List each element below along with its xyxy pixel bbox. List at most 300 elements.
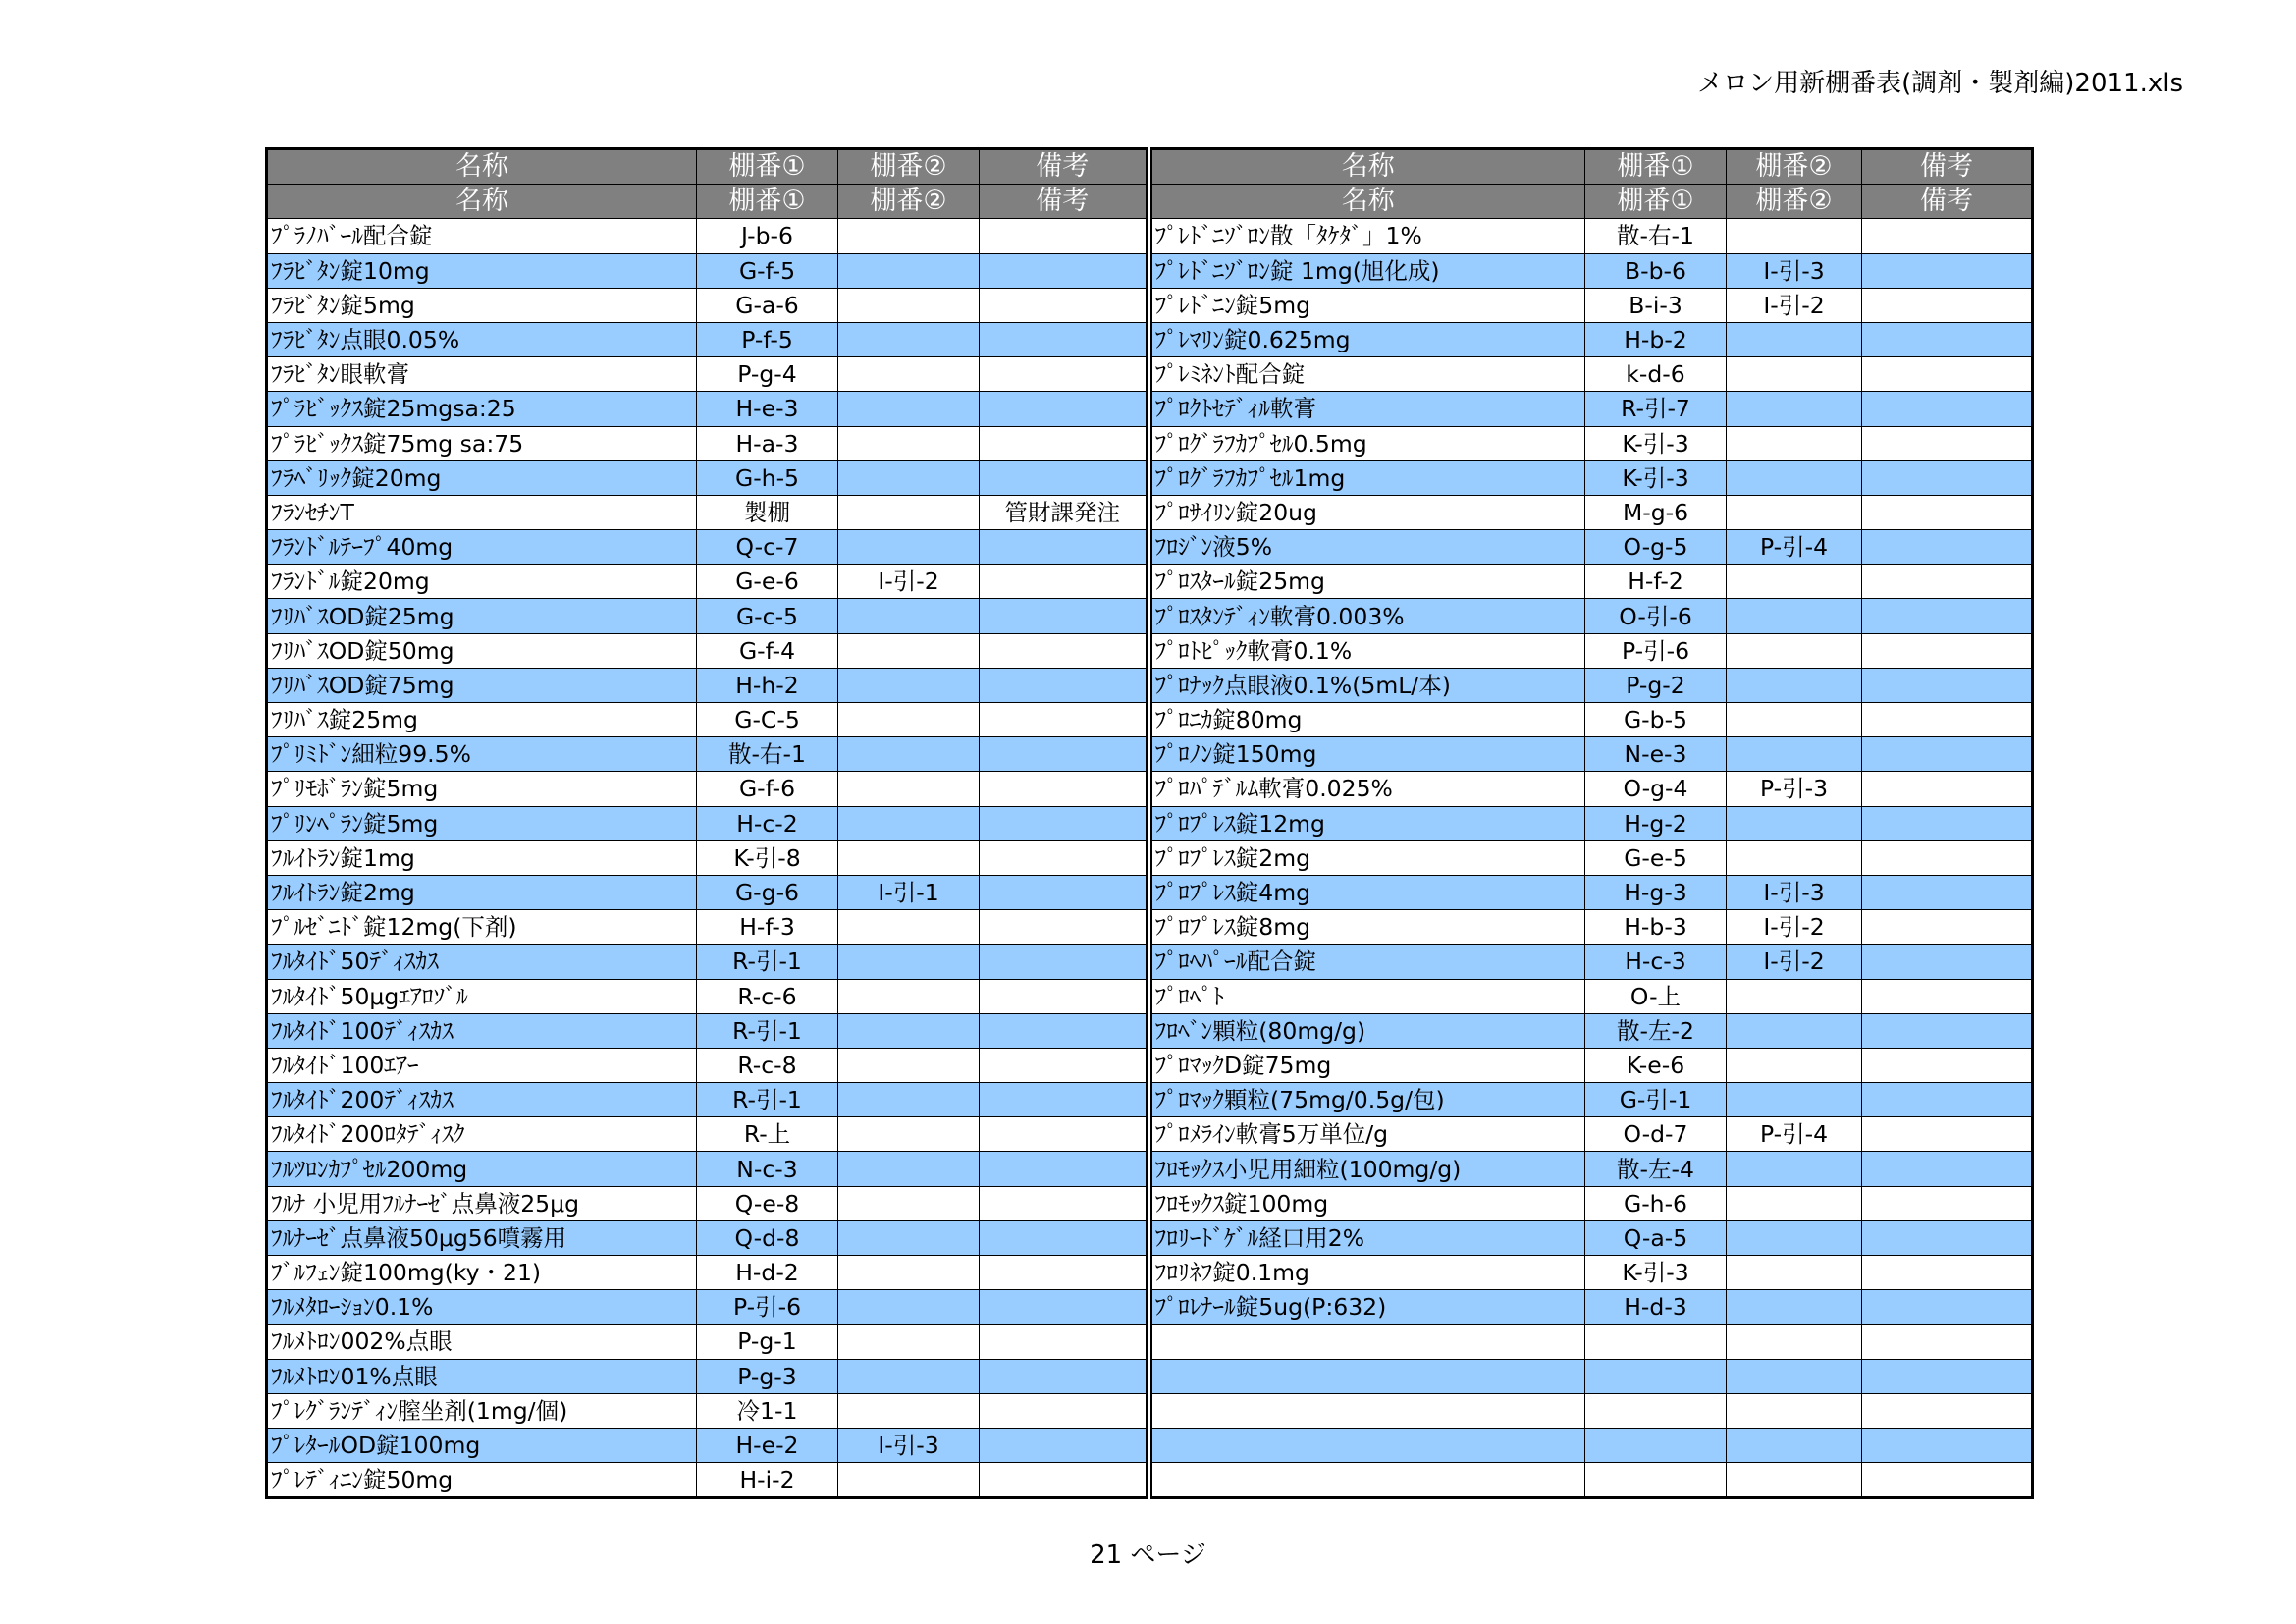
cell-name: ﾌﾟﾛﾌﾟﾚｽ錠4mg bbox=[1151, 875, 1585, 909]
cell-shelf-2 bbox=[838, 253, 980, 288]
cell-shelf-2: I-引-2 bbox=[1727, 288, 1862, 322]
table-row bbox=[1151, 530, 2033, 565]
cell-name: ﾌﾟﾛﾆｶ錠80mg bbox=[1151, 703, 1585, 737]
cell-remarks bbox=[1862, 219, 2033, 253]
file-title: メロン用新棚番表(調剤・製剤編)2011.xls bbox=[1697, 69, 2183, 98]
cell-name: ﾌﾙﾅ 小児用ﾌﾙﾅｰｾﾞ点鼻液25μg bbox=[267, 1186, 697, 1220]
header-remarks: 備考 bbox=[980, 185, 1147, 219]
cell-name: ﾌﾗﾝｾﾁﾝT bbox=[267, 495, 697, 529]
cell-shelf-2 bbox=[1727, 565, 1862, 599]
cell-name: ﾌﾟﾛﾒﾗｲﾝ軟膏5万単位/g bbox=[1151, 1117, 1585, 1152]
cell-name: ﾌﾟﾘﾐﾄﾞﾝ細粒99.5% bbox=[267, 737, 697, 772]
table-row bbox=[267, 322, 1147, 356]
table-row bbox=[267, 633, 1147, 668]
cell-shelf-2 bbox=[838, 1256, 980, 1290]
cell-name: ﾌﾟﾛﾄﾋﾟｯｸ軟膏0.1% bbox=[1151, 633, 1585, 668]
header-name: 名称 bbox=[267, 185, 697, 219]
cell-shelf-1: P-g-4 bbox=[697, 357, 838, 392]
cell-shelf-2 bbox=[1727, 1256, 1862, 1290]
shelf-tables bbox=[265, 147, 2034, 1499]
table-row bbox=[1151, 1117, 2033, 1152]
cell-shelf-1: 冷1-1 bbox=[697, 1393, 838, 1428]
cell-remarks bbox=[1862, 426, 2033, 460]
shelf-table-right bbox=[1150, 147, 2035, 1499]
cell-shelf-2 bbox=[1727, 1186, 1862, 1220]
cell-shelf-2 bbox=[1727, 1220, 1862, 1255]
cell-shelf-2 bbox=[1727, 1013, 1862, 1048]
cell-shelf-1 bbox=[1585, 1359, 1727, 1393]
cell-shelf-1: R-c-8 bbox=[697, 1048, 838, 1082]
cell-shelf-1: H-d-3 bbox=[1585, 1290, 1727, 1325]
table-row bbox=[267, 1393, 1147, 1428]
cell-remarks bbox=[980, 1290, 1147, 1325]
cell-shelf-1: G-C-5 bbox=[697, 703, 838, 737]
header-shelf-1: 棚番① bbox=[1585, 149, 1727, 185]
table-row bbox=[1151, 806, 2033, 840]
cell-shelf-2 bbox=[1727, 219, 1862, 253]
page-number: 21 ページ bbox=[1090, 1541, 1206, 1570]
table-row bbox=[267, 357, 1147, 392]
header-shelf-1: 棚番① bbox=[697, 149, 838, 185]
table-row bbox=[267, 426, 1147, 460]
cell-name: ﾌﾘﾊﾞｽ錠25mg bbox=[267, 703, 697, 737]
cell-name: ﾌﾟﾛﾌﾟﾚｽ錠2mg bbox=[1151, 840, 1585, 875]
cell-shelf-2 bbox=[838, 1083, 980, 1117]
cell-shelf-1: R-引-1 bbox=[697, 945, 838, 979]
cell-remarks: 管財課発注 bbox=[980, 495, 1147, 529]
cell-remarks bbox=[1862, 703, 2033, 737]
cell-shelf-2 bbox=[838, 460, 980, 495]
cell-shelf-2 bbox=[838, 1220, 980, 1255]
table-row bbox=[267, 806, 1147, 840]
cell-name: ﾌﾟﾛｽﾀﾝﾃﾞｨﾝ軟膏0.003% bbox=[1151, 599, 1585, 633]
cell-name: ﾌﾛﾓｯｸｽ小児用細粒(100mg/g) bbox=[1151, 1152, 1585, 1186]
cell-name: ﾌﾟﾗﾋﾞｯｸｽ錠25mgsa:25 bbox=[267, 392, 697, 426]
cell-name: ﾌﾗﾍﾞﾘｯｸ錠20mg bbox=[267, 460, 697, 495]
header-shelf-2: 棚番② bbox=[838, 149, 980, 185]
cell-remarks bbox=[1862, 599, 2033, 633]
cell-name: ﾌﾟﾛﾅｯｸ点眼液0.1%(5mL/本) bbox=[1151, 668, 1585, 702]
cell-name: ﾌﾟﾛｸﾞﾗﾌｶﾌﾟｾﾙ0.5mg bbox=[1151, 426, 1585, 460]
cell-remarks bbox=[980, 219, 1147, 253]
table-row bbox=[267, 772, 1147, 806]
cell-remarks bbox=[980, 703, 1147, 737]
cell-remarks bbox=[1862, 495, 2033, 529]
cell-remarks bbox=[1862, 1393, 2033, 1428]
cell-remarks bbox=[1862, 1083, 2033, 1117]
table-row bbox=[267, 1152, 1147, 1186]
table-row bbox=[267, 910, 1147, 945]
cell-shelf-1 bbox=[1585, 1463, 1727, 1498]
table-row bbox=[267, 1048, 1147, 1082]
table-row bbox=[1151, 460, 2033, 495]
cell-remarks bbox=[980, 945, 1147, 979]
cell-remarks bbox=[980, 1359, 1147, 1393]
header-remarks: 備考 bbox=[1862, 149, 2033, 185]
table-row bbox=[267, 1359, 1147, 1393]
cell-shelf-1: Q-a-5 bbox=[1585, 1220, 1727, 1255]
cell-remarks bbox=[980, 1117, 1147, 1152]
cell-name: ﾌﾙﾂﾛﾝｶﾌﾟｾﾙ200mg bbox=[267, 1152, 697, 1186]
cell-remarks bbox=[980, 1186, 1147, 1220]
cell-shelf-1: H-c-2 bbox=[697, 806, 838, 840]
cell-name bbox=[1151, 1463, 1585, 1498]
cell-shelf-2 bbox=[838, 737, 980, 772]
table-row bbox=[267, 1220, 1147, 1255]
table-row bbox=[1151, 910, 2033, 945]
table-row bbox=[1151, 1220, 2033, 1255]
cell-remarks bbox=[980, 599, 1147, 633]
table-row bbox=[267, 1083, 1147, 1117]
cell-shelf-2 bbox=[1727, 392, 1862, 426]
cell-remarks bbox=[1862, 1290, 2033, 1325]
cell-name: ﾌﾙﾒﾄﾛﾝ002%点眼 bbox=[267, 1325, 697, 1359]
cell-shelf-2 bbox=[838, 322, 980, 356]
table-row bbox=[267, 1013, 1147, 1048]
table-row bbox=[1151, 668, 2033, 702]
cell-name: ﾌﾘﾊﾞｽOD錠50mg bbox=[267, 633, 697, 668]
table-row bbox=[1151, 392, 2033, 426]
cell-remarks bbox=[1862, 1186, 2033, 1220]
cell-shelf-2 bbox=[1727, 599, 1862, 633]
cell-shelf-2 bbox=[838, 840, 980, 875]
table-row bbox=[267, 1463, 1147, 1498]
table-row bbox=[1151, 1325, 2033, 1359]
cell-shelf-1: 散-左-2 bbox=[1585, 1013, 1727, 1048]
cell-shelf-2 bbox=[838, 1117, 980, 1152]
cell-remarks bbox=[980, 910, 1147, 945]
cell-remarks bbox=[1862, 460, 2033, 495]
cell-remarks bbox=[980, 322, 1147, 356]
cell-name: ﾌﾗﾝﾄﾞﾙ錠20mg bbox=[267, 565, 697, 599]
cell-shelf-1: K-e-6 bbox=[1585, 1048, 1727, 1082]
table-row bbox=[267, 1256, 1147, 1290]
cell-name: ﾌﾛﾍﾞﾝ顆粒(80mg/g) bbox=[1151, 1013, 1585, 1048]
cell-shelf-1: H-c-3 bbox=[1585, 945, 1727, 979]
cell-shelf-1: J-b-6 bbox=[697, 219, 838, 253]
cell-name: ﾌﾟﾚﾐﾈﾝﾄ配合錠 bbox=[1151, 357, 1585, 392]
table-row bbox=[1151, 599, 2033, 633]
cell-shelf-2 bbox=[838, 426, 980, 460]
table-row bbox=[1151, 1463, 2033, 1498]
cell-name: ﾌﾙｲﾄﾗﾝ錠1mg bbox=[267, 840, 697, 875]
cell-remarks bbox=[980, 1393, 1147, 1428]
cell-shelf-2 bbox=[838, 945, 980, 979]
header-shelf-1: 棚番① bbox=[1585, 185, 1727, 219]
cell-shelf-1: H-g-2 bbox=[1585, 806, 1727, 840]
cell-shelf-2 bbox=[838, 392, 980, 426]
cell-shelf-2 bbox=[1727, 1463, 1862, 1498]
table-row bbox=[1151, 875, 2033, 909]
header-remarks: 備考 bbox=[1862, 185, 2033, 219]
cell-remarks bbox=[1862, 979, 2033, 1013]
cell-remarks bbox=[1862, 1325, 2033, 1359]
table-row bbox=[267, 668, 1147, 702]
cell-name: ﾌﾟﾛｸﾄｾﾃﾞｨﾙ軟膏 bbox=[1151, 392, 1585, 426]
cell-shelf-2 bbox=[1727, 322, 1862, 356]
cell-shelf-1: 散-左-4 bbox=[1585, 1152, 1727, 1186]
cell-shelf-2 bbox=[1727, 1428, 1862, 1462]
cell-shelf-2: I-引-1 bbox=[838, 875, 980, 909]
table-row bbox=[267, 840, 1147, 875]
cell-remarks bbox=[980, 1463, 1147, 1498]
cell-shelf-1: M-g-6 bbox=[1585, 495, 1727, 529]
cell-shelf-1: H-e-2 bbox=[697, 1428, 838, 1462]
cell-name: ﾌﾙﾒﾀﾛｰｼｮﾝ0.1% bbox=[267, 1290, 697, 1325]
cell-remarks bbox=[980, 875, 1147, 909]
table-row bbox=[1151, 1393, 2033, 1428]
cell-remarks bbox=[980, 392, 1147, 426]
header-name: 名称 bbox=[267, 149, 697, 185]
cell-remarks bbox=[1862, 253, 2033, 288]
cell-name bbox=[1151, 1393, 1585, 1428]
table-row bbox=[1151, 288, 2033, 322]
cell-shelf-2 bbox=[1727, 668, 1862, 702]
cell-shelf-2 bbox=[1727, 979, 1862, 1013]
table-row bbox=[1151, 1290, 2033, 1325]
cell-name: ﾌﾗﾋﾞﾀﾝ錠5mg bbox=[267, 288, 697, 322]
cell-remarks bbox=[1862, 772, 2033, 806]
cell-shelf-1: H-h-2 bbox=[697, 668, 838, 702]
cell-name bbox=[1151, 1359, 1585, 1393]
cell-shelf-2 bbox=[838, 357, 980, 392]
cell-shelf-2: I-引-2 bbox=[838, 565, 980, 599]
cell-remarks bbox=[980, 772, 1147, 806]
cell-shelf-1: H-d-2 bbox=[697, 1256, 838, 1290]
cell-remarks bbox=[980, 357, 1147, 392]
cell-shelf-2 bbox=[1727, 806, 1862, 840]
table-row bbox=[267, 1117, 1147, 1152]
table-row bbox=[267, 1290, 1147, 1325]
cell-shelf-1: N-c-3 bbox=[697, 1152, 838, 1186]
cell-shelf-1: P-g-1 bbox=[697, 1325, 838, 1359]
table-row bbox=[267, 875, 1147, 909]
table-row bbox=[267, 392, 1147, 426]
cell-shelf-1: H-b-3 bbox=[1585, 910, 1727, 945]
cell-shelf-1: Q-d-8 bbox=[697, 1220, 838, 1255]
cell-shelf-1: H-i-2 bbox=[697, 1463, 838, 1498]
cell-remarks bbox=[980, 1048, 1147, 1082]
cell-shelf-2 bbox=[1727, 357, 1862, 392]
cell-remarks bbox=[1862, 910, 2033, 945]
table-row bbox=[1151, 840, 2033, 875]
cell-name: ﾌﾟﾚﾄﾞﾆｿﾞﾛﾝ散「ﾀｹﾀﾞ」1% bbox=[1151, 219, 1585, 253]
cell-shelf-1: R-c-6 bbox=[697, 979, 838, 1013]
cell-remarks bbox=[1862, 1256, 2033, 1290]
cell-remarks bbox=[980, 253, 1147, 288]
table-row bbox=[267, 1428, 1147, 1462]
header-shelf-1: 棚番① bbox=[697, 185, 838, 219]
header-shelf-2: 棚番② bbox=[1727, 185, 1862, 219]
cell-shelf-2 bbox=[1727, 1359, 1862, 1393]
cell-name: ﾌﾟﾚｸﾞﾗﾝﾃﾞｨﾝ膣坐剤(1mg/個) bbox=[267, 1393, 697, 1428]
cell-remarks bbox=[980, 668, 1147, 702]
cell-name: ﾌﾟﾛｸﾞﾗﾌｶﾌﾟｾﾙ1mg bbox=[1151, 460, 1585, 495]
cell-shelf-2 bbox=[838, 219, 980, 253]
cell-shelf-2 bbox=[1727, 703, 1862, 737]
cell-shelf-2: P-引-4 bbox=[1727, 530, 1862, 565]
table-row bbox=[1151, 772, 2033, 806]
cell-shelf-1: O-d-7 bbox=[1585, 1117, 1727, 1152]
table-row bbox=[1151, 1186, 2033, 1220]
table-row bbox=[1151, 1048, 2033, 1082]
cell-shelf-1: k-d-6 bbox=[1585, 357, 1727, 392]
cell-remarks bbox=[1862, 806, 2033, 840]
cell-name bbox=[1151, 1325, 1585, 1359]
cell-name: ﾌﾗﾋﾞﾀﾝ眼軟膏 bbox=[267, 357, 697, 392]
cell-name: ﾌﾙﾀｲﾄﾞ200ﾃﾞｨｽｶｽ bbox=[267, 1083, 697, 1117]
cell-shelf-1: K-引-3 bbox=[1585, 1256, 1727, 1290]
cell-name: ﾌﾟﾛﾌﾟﾚｽ錠12mg bbox=[1151, 806, 1585, 840]
cell-remarks bbox=[1862, 945, 2033, 979]
cell-name: ﾌﾟﾛﾌﾟﾚｽ錠8mg bbox=[1151, 910, 1585, 945]
cell-remarks bbox=[1862, 530, 2033, 565]
cell-name: ﾌﾟﾗﾋﾞｯｸｽ錠75mg sa:75 bbox=[267, 426, 697, 460]
cell-shelf-2 bbox=[838, 288, 980, 322]
cell-remarks bbox=[1862, 1117, 2033, 1152]
cell-shelf-2 bbox=[1727, 1290, 1862, 1325]
cell-remarks bbox=[980, 288, 1147, 322]
cell-shelf-1: G-f-4 bbox=[697, 633, 838, 668]
cell-shelf-2 bbox=[838, 910, 980, 945]
table-row bbox=[267, 460, 1147, 495]
cell-name: ﾌﾙｲﾄﾗﾝ錠2mg bbox=[267, 875, 697, 909]
cell-shelf-1: 散-右-1 bbox=[697, 737, 838, 772]
cell-name: ﾌﾟﾚﾃﾞｨﾆﾝ錠50mg bbox=[267, 1463, 697, 1498]
cell-name: ﾌﾟﾗﾉﾊﾞｰﾙ配合錠 bbox=[267, 219, 697, 253]
cell-name: ﾌﾟﾚﾄﾞﾆﾝ錠5mg bbox=[1151, 288, 1585, 322]
cell-remarks bbox=[980, 426, 1147, 460]
cell-shelf-2 bbox=[1727, 1325, 1862, 1359]
cell-remarks bbox=[980, 1152, 1147, 1186]
cell-shelf-2 bbox=[838, 530, 980, 565]
cell-name: ﾌﾛｼﾞﾝ液5% bbox=[1151, 530, 1585, 565]
cell-shelf-1: K-引-8 bbox=[697, 840, 838, 875]
cell-remarks bbox=[1862, 668, 2033, 702]
cell-remarks bbox=[1862, 392, 2033, 426]
cell-name: ﾌﾙﾀｲﾄﾞ100ﾃﾞｨｽｶｽ bbox=[267, 1013, 697, 1048]
cell-remarks bbox=[1862, 288, 2033, 322]
cell-remarks bbox=[980, 979, 1147, 1013]
cell-shelf-1: O-g-4 bbox=[1585, 772, 1727, 806]
cell-shelf-2 bbox=[1727, 840, 1862, 875]
cell-shelf-1: G-a-6 bbox=[697, 288, 838, 322]
cell-shelf-2 bbox=[1727, 1083, 1862, 1117]
cell-remarks bbox=[980, 1256, 1147, 1290]
cell-name: ﾌﾟﾛﾊﾟﾃﾞﾙﾑ軟膏0.025% bbox=[1151, 772, 1585, 806]
cell-remarks bbox=[1862, 875, 2033, 909]
table-row bbox=[267, 945, 1147, 979]
cell-remarks bbox=[1862, 633, 2033, 668]
table-row bbox=[267, 979, 1147, 1013]
table-row bbox=[1151, 357, 2033, 392]
cell-remarks bbox=[980, 1220, 1147, 1255]
table-row bbox=[1151, 426, 2033, 460]
cell-remarks bbox=[1862, 1013, 2033, 1048]
cell-shelf-1: Q-e-8 bbox=[697, 1186, 838, 1220]
cell-remarks bbox=[980, 840, 1147, 875]
cell-name: ﾌﾛﾘﾈﾌ錠0.1mg bbox=[1151, 1256, 1585, 1290]
cell-shelf-2 bbox=[838, 633, 980, 668]
cell-shelf-2: I-引-3 bbox=[838, 1428, 980, 1462]
cell-shelf-1: G-e-6 bbox=[697, 565, 838, 599]
cell-remarks bbox=[1862, 1359, 2033, 1393]
table-row bbox=[1151, 979, 2033, 1013]
cell-shelf-2 bbox=[838, 1186, 980, 1220]
cell-shelf-2: I-引-2 bbox=[1727, 945, 1862, 979]
table-row bbox=[1151, 495, 2033, 529]
cell-shelf-1: G-h-6 bbox=[1585, 1186, 1727, 1220]
shelf-table-left bbox=[265, 147, 1148, 1499]
cell-remarks bbox=[980, 530, 1147, 565]
cell-shelf-1: 製棚 bbox=[697, 495, 838, 529]
cell-shelf-1: H-f-3 bbox=[697, 910, 838, 945]
cell-shelf-1: K-引-3 bbox=[1585, 426, 1727, 460]
cell-remarks bbox=[1862, 565, 2033, 599]
cell-shelf-1: G-f-5 bbox=[697, 253, 838, 288]
table-row bbox=[267, 703, 1147, 737]
table-row bbox=[1151, 633, 2033, 668]
cell-shelf-1: P-引-6 bbox=[697, 1290, 838, 1325]
table-row bbox=[1151, 1152, 2033, 1186]
cell-remarks bbox=[1862, 1152, 2033, 1186]
cell-shelf-1: G-b-5 bbox=[1585, 703, 1727, 737]
cell-shelf-2 bbox=[1727, 633, 1862, 668]
cell-shelf-1: G-h-5 bbox=[697, 460, 838, 495]
table-row bbox=[1151, 945, 2033, 979]
cell-name: ﾌﾟﾘﾝﾍﾟﾗﾝ錠5mg bbox=[267, 806, 697, 840]
cell-remarks bbox=[980, 737, 1147, 772]
table-row bbox=[267, 253, 1147, 288]
table-row bbox=[267, 737, 1147, 772]
cell-shelf-1: H-g-3 bbox=[1585, 875, 1727, 909]
cell-shelf-1: P-f-5 bbox=[697, 322, 838, 356]
cell-shelf-1: R-引-7 bbox=[1585, 392, 1727, 426]
cell-shelf-1: O-g-5 bbox=[1585, 530, 1727, 565]
table-row bbox=[1151, 1013, 2033, 1048]
table-row bbox=[1151, 1359, 2033, 1393]
cell-remarks bbox=[1862, 1220, 2033, 1255]
cell-remarks bbox=[980, 1083, 1147, 1117]
table-row bbox=[1151, 219, 2033, 253]
cell-name: ﾌﾙﾅｰｾﾞ点鼻液50μg56噴霧用 bbox=[267, 1220, 697, 1255]
cell-name: ﾌﾘﾊﾞｽOD錠75mg bbox=[267, 668, 697, 702]
cell-name: ﾌﾟﾛﾚﾅｰﾙ錠5ug(P:632) bbox=[1151, 1290, 1585, 1325]
cell-shelf-2 bbox=[838, 1325, 980, 1359]
cell-shelf-2 bbox=[838, 1048, 980, 1082]
cell-name: ﾌﾟﾛﾍﾊﾟｰﾙ配合錠 bbox=[1151, 945, 1585, 979]
cell-shelf-2: I-引-3 bbox=[1727, 875, 1862, 909]
cell-name: ﾌﾙﾀｲﾄﾞ200ﾛﾀﾃﾞｨｽｸ bbox=[267, 1117, 697, 1152]
cell-shelf-2 bbox=[838, 806, 980, 840]
table-row bbox=[1151, 1428, 2033, 1462]
cell-name: ﾌﾟﾛﾏｯｸ顆粒(75mg/0.5g/包) bbox=[1151, 1083, 1585, 1117]
cell-shelf-1: K-引-3 bbox=[1585, 460, 1727, 495]
cell-name: ﾌﾛﾘｰﾄﾞｹﾞﾙ経口用2% bbox=[1151, 1220, 1585, 1255]
cell-name: ﾌﾗﾝﾄﾞﾙﾃｰﾌﾟ40mg bbox=[267, 530, 697, 565]
cell-remarks bbox=[980, 1428, 1147, 1462]
cell-name bbox=[1151, 1428, 1585, 1462]
cell-shelf-2 bbox=[838, 1152, 980, 1186]
cell-shelf-1 bbox=[1585, 1393, 1727, 1428]
cell-remarks bbox=[980, 460, 1147, 495]
header-row bbox=[1151, 185, 2033, 219]
table-row bbox=[1151, 253, 2033, 288]
cell-shelf-1: G-f-6 bbox=[697, 772, 838, 806]
cell-name: ﾌﾙﾀｲﾄﾞ100ｴｱｰ bbox=[267, 1048, 697, 1082]
table-row bbox=[267, 219, 1147, 253]
cell-remarks bbox=[1862, 1048, 2033, 1082]
